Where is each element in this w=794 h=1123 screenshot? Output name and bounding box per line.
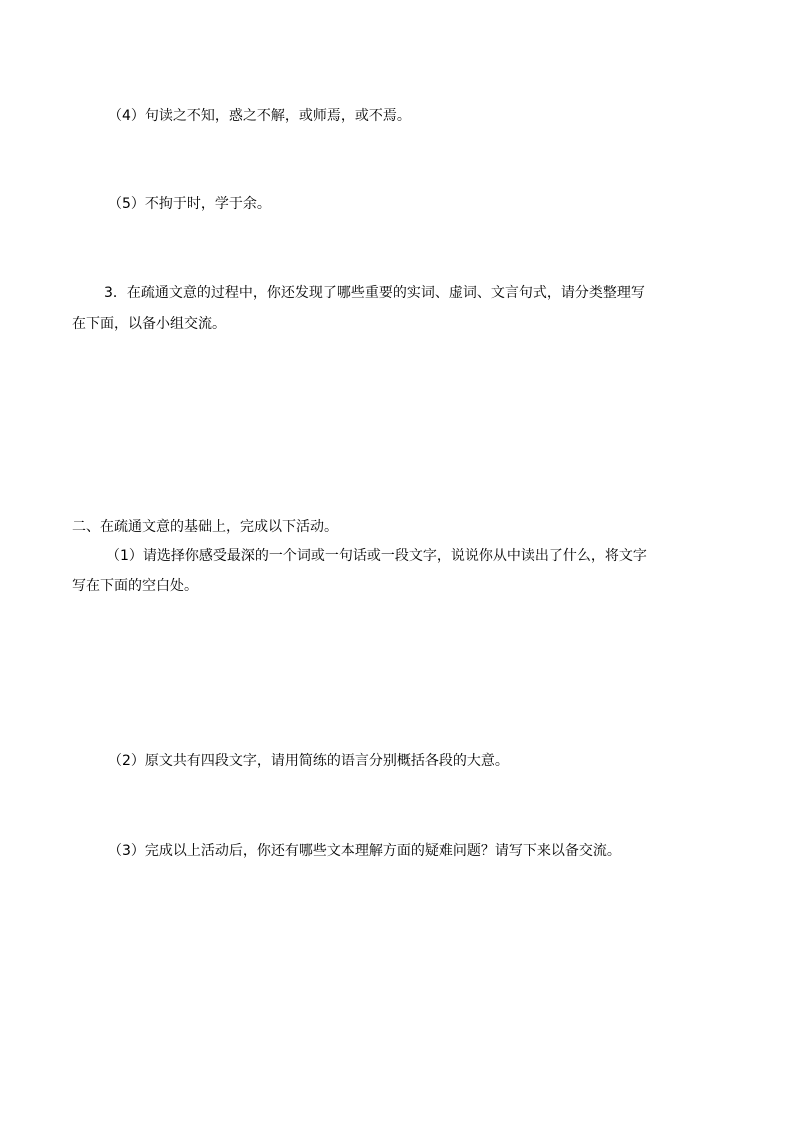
activity-1-line-1: （1）请选择你感受最深的一个词或一句话或一段文字，说说你从中读出了什么，将文字 <box>106 548 647 564</box>
question-item-4: （4）句读之不知，惑之不解，或师焉，或不焉。 <box>108 108 411 124</box>
section-2-heading: 二、在疏通文意的基础上，完成以下活动。 <box>72 519 338 535</box>
activity-2: （2）原文共有四段文字，请用简练的语言分别概括各段的大意。 <box>108 753 509 769</box>
activity-1-line-2: 写在下面的空白处。 <box>72 578 198 594</box>
question-3-line-2: 在下面，以备小组交流。 <box>72 316 226 332</box>
activity-3: （3）完成以上活动后，你还有哪些文本理解方面的疑难问题？请写下来以备交流。 <box>108 843 621 859</box>
question-item-5: （5）不拘于时，学于余。 <box>108 196 271 212</box>
question-3-line-1: 3．在疏通文意的过程中，你还发现了哪些重要的实词、虚词、文言句式，请分类整理写 <box>104 285 645 301</box>
